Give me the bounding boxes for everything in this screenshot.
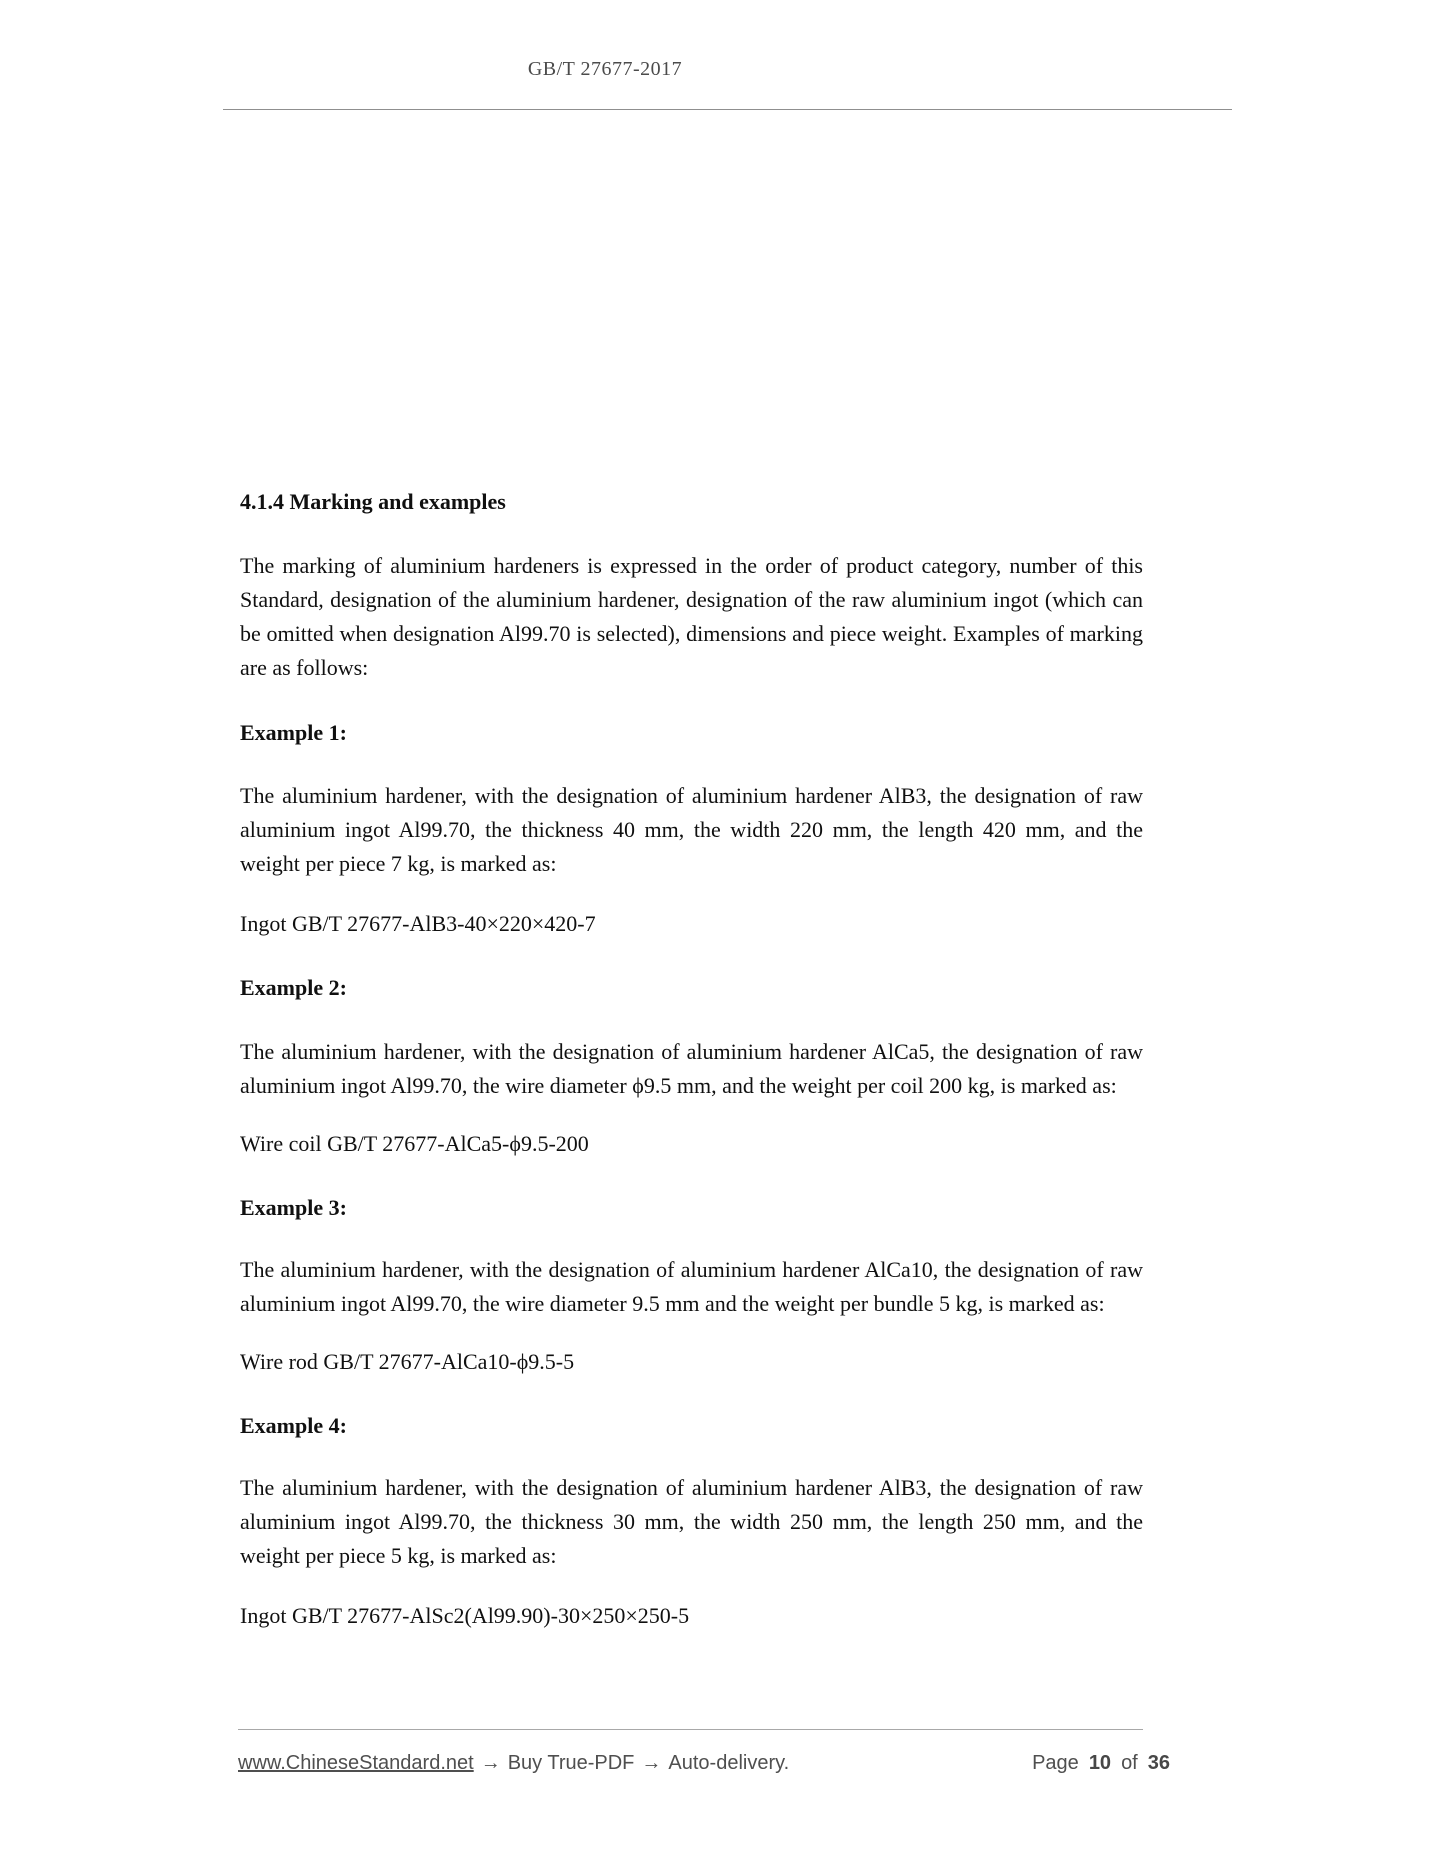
example-2-body: The aluminium hardener, with the designation of aluminium hardener AlCa5, the designation of raw aluminium ingot Al99.70, the wire diameter ϕ9.5 mm, and the weight per coil 200 kg, is marked as:	[240, 1039, 1143, 1098]
page-footer	[238, 1750, 1170, 1776]
page-total: 36	[1147, 1752, 1170, 1774]
document-body	[240, 0, 1143, 1633]
example-3-label: Example 3:	[240, 1195, 347, 1220]
footer-divider	[238, 1729, 1143, 1730]
example-1-marking: Ingot GB/T 27677-AlB3-40×220×420-7	[240, 911, 596, 936]
example-3-body: The aluminium hardener, with the designation of aluminium hardener AlCa10, the designation of raw aluminium ingot Al99.70, the wire diameter 9.5 mm and the weight per bundle 5 kg, is marked as:	[240, 1257, 1143, 1316]
page-indicator	[1032, 1750, 1170, 1776]
example-4-label: Example 4:	[240, 1413, 347, 1438]
example-3-marking: Wire rod GB/T 27677-AlCa10-ϕ9.5-5	[240, 1349, 575, 1374]
example-1-label: Example 1:	[240, 720, 347, 745]
section-heading: 4.1.4 Marking and examples	[240, 489, 506, 514]
chinesestandard-link[interactable]: www.ChineseStandard.net	[238, 1752, 474, 1774]
example-4-marking: Ingot GB/T 27677-AlSc2(Al99.90)-30×250×250-5	[240, 1603, 690, 1628]
arrow-icon: →	[641, 1752, 662, 1774]
footer-action-buy: Buy True-PDF	[507, 1752, 635, 1774]
standard-number: GB/T 27677-2017	[527, 58, 683, 80]
footer-info	[238, 1750, 789, 1776]
example-1-body: The aluminium hardener, with the designation of aluminium hardener AlB3, the designation of raw aluminium ingot Al99.70, the thickness 40 mm, the width 220 mm, the length 420 mm, and the weight per piece 7 kg, is marked as:	[240, 783, 1143, 876]
footer-action-delivery: Auto-delivery.	[668, 1752, 790, 1774]
of-label: of	[1121, 1752, 1138, 1774]
page-current: 10	[1088, 1752, 1112, 1774]
example-4-body: The aluminium hardener, with the designation of aluminium hardener AlB3, the designation of raw aluminium ingot Al99.70, the thickness 30 mm, the width 250 mm, the length 250 mm, and the weight per piece 5 kg, is marked as:	[240, 1475, 1143, 1568]
arrow-icon: →	[480, 1752, 501, 1774]
page-label: Page	[1032, 1752, 1079, 1774]
example-2-marking: Wire coil GB/T 27677-AlCa5-ϕ9.5-200	[240, 1131, 589, 1156]
example-2-label: Example 2:	[240, 975, 347, 1000]
intro-paragraph: The marking of aluminium hardeners is expressed in the order of product category, number of this Standard, designation of the aluminium hardener, designation of the raw aluminium ingot (which can be omitted when designation Al99.70 is selected), dimensions and piece weight. Examples of marking are as follows:	[240, 553, 1143, 680]
